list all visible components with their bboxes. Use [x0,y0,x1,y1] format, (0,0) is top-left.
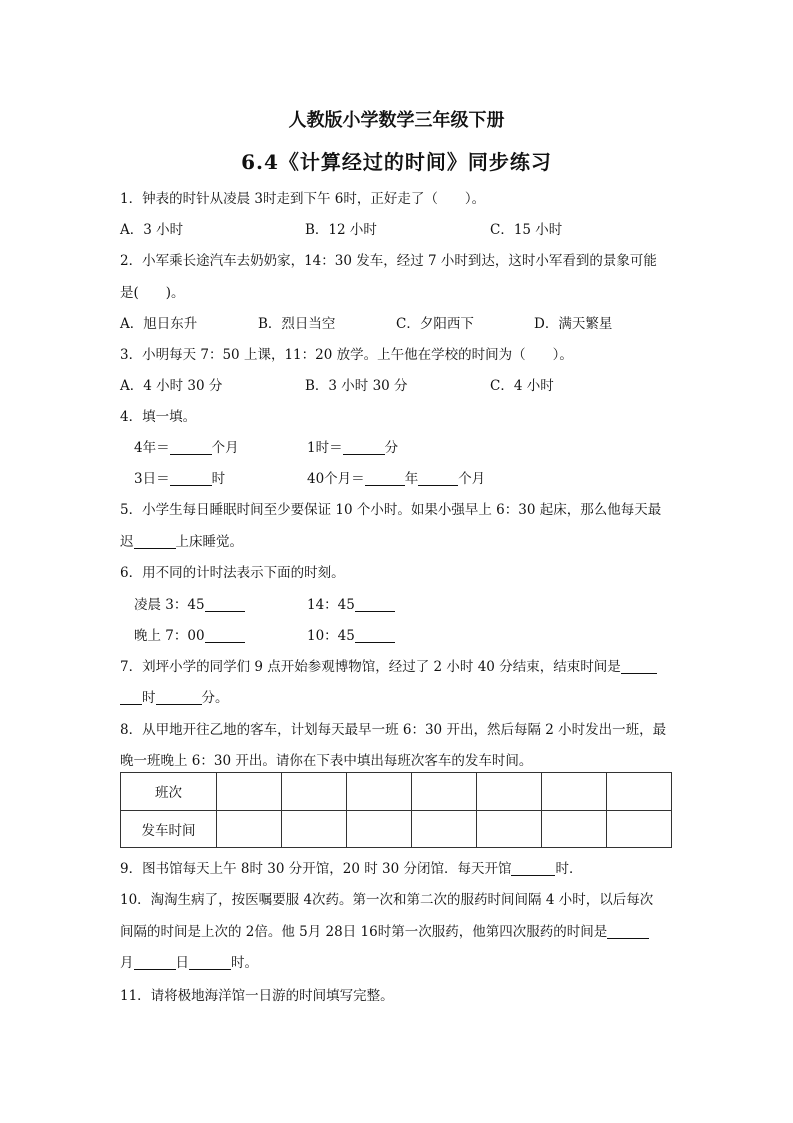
q4-c-pre: 3日＝ [134,471,170,487]
question-5-line1: 5．小学生每日睡眠时间至少要保证 10 个小时。如果小强早上 6：30 起床，那么他每天最 [120,502,662,518]
answer-blank[interactable] [170,440,212,455]
q9-text: 9．图书馆每天上午 8时 30 分开馆，20 时 30 分闭馆．每天开馆 [120,861,512,877]
q6-c-label: 晚上 7：00 [134,628,205,644]
question-4: 4．填一填。 [120,409,197,425]
q2-option-c: C．夕阳西下 [396,316,474,332]
q2-option-a: A．旭日东升 [120,316,198,332]
answer-blank[interactable] [156,690,202,705]
q6-item-c [134,624,245,644]
q7-hour-label: 时 [142,690,156,706]
table-cell[interactable] [412,773,477,811]
table-cell[interactable] [607,773,672,811]
q4-d-mid: 年 [404,471,419,487]
q10-month-label: 月 [120,955,134,971]
answer-blank[interactable] [511,861,555,876]
table-cell[interactable] [217,773,282,811]
table-cell[interactable] [477,773,542,811]
q4-item-c [134,467,225,487]
q6-item-a [134,593,245,613]
question-8-line2: 晚一班晚上 6：30 开出。请你在下表中填出每班次客车的发车时间。 [120,753,533,769]
q7-minute-label: 分。 [201,690,229,706]
page-subtitle: 6.4《计算经过的时间》同步练习 [241,150,552,174]
table-cell[interactable] [217,810,282,848]
q9-unit: 时． [555,861,583,877]
answer-blank[interactable] [205,597,245,612]
q4-item-a [134,436,239,456]
question-2-line1: 2．小军乘长途汽车去奶奶家，14：30 发车，经过 7 小时到达，这时小军看到的景象可能 [120,253,657,269]
q10-text: 间隔的时间是上次的 2倍。他 5月 28日 16时第一次服药，他第四次服药的时间是 [120,924,608,940]
answer-blank[interactable] [170,471,212,486]
answer-blank[interactable] [189,955,231,970]
q6-item-b [307,593,395,613]
q2-option-b: B．烈日当空 [258,316,336,332]
q5-pre: 迟 [120,534,134,550]
table-cell[interactable] [347,810,412,848]
q6-d-label: 10：45 [307,628,355,644]
question-7-line2 [120,686,229,706]
question-1: 1．钟表的时针从凌晨 3时走到下午 6时，正好走了（ ）。 [120,191,486,207]
question-7-line1 [120,655,657,675]
q4-b-pre: 1时＝ [307,440,343,456]
q4-item-b [307,436,398,456]
table-cell[interactable] [477,810,542,848]
q10-day-label: 日 [175,955,189,971]
q4-b-post: 分 [384,440,399,456]
row-label-bus-number: 班次 [121,773,217,811]
q7-text: 7．刘坪小学的同学们 9 点开始参观博物馆，经过了 2 小时 40 分结束，结束时间是 [120,659,621,675]
table-cell[interactable] [412,810,477,848]
table-row [121,810,672,848]
answer-blank[interactable] [607,924,649,939]
q4-a-post: 个月 [211,440,239,456]
answer-blank[interactable] [418,471,458,486]
table-cell[interactable] [347,773,412,811]
answer-blank[interactable] [621,659,657,674]
q1-option-a: A．3 小时 [120,222,184,238]
q6-a-label: 凌晨 3：45 [134,597,205,613]
table-cell[interactable] [542,810,607,848]
question-3: 3．小明每天 7：50 上课，11：20 放学。上午他在学校的时间为（ ）。 [120,347,573,363]
q4-d-pre: 40个月＝ [307,471,365,487]
q4-a-pre: 4年＝ [134,440,170,456]
q3-option-b: B．3 小时 30 分 [305,378,408,394]
question-9 [120,857,582,877]
table-row [121,773,672,811]
answer-blank[interactable] [134,955,176,970]
question-2-line2: 是( )。 [120,285,185,301]
answer-blank[interactable] [120,690,142,705]
question-6: 6．用不同的计时法表示下面的时刻。 [120,565,345,581]
question-5-line2 [120,530,243,550]
table-cell[interactable] [542,773,607,811]
answer-blank[interactable] [205,628,245,643]
q4-c-post: 时 [211,471,226,487]
answer-blank[interactable] [134,534,176,549]
page-title: 人教版小学数学三年级下册 [288,110,505,131]
table-cell[interactable] [607,810,672,848]
q4-d-post: 个月 [458,471,486,487]
question-10-line1: 10．淘淘生病了，按医嘱要服 4次药。第一次和第二次的服药时间间隔 4 小时，以后每次 [120,892,654,908]
table-cell[interactable] [282,810,347,848]
question-11: 11．请将极地海洋馆一日游的时间填写完整。 [120,988,394,1004]
q6-b-label: 14：45 [307,597,355,613]
q6-item-d [307,624,395,644]
answer-blank[interactable] [343,440,385,455]
q3-option-a: A．4 小时 30 分 [120,378,223,394]
q4-item-d [307,467,485,487]
schedule-table [120,772,672,848]
q1-option-b: B．12 小时 [305,222,377,238]
row-label-departure-time: 发车时间 [121,810,217,848]
q5-post: 上床睡觉。 [175,534,243,550]
answer-blank[interactable] [355,597,395,612]
q1-option-c: C．15 小时 [490,222,563,238]
q3-option-c: C．4 小时 [490,378,554,394]
answer-blank[interactable] [365,471,405,486]
table-cell[interactable] [282,773,347,811]
question-8-line1: 8．从甲地开往乙地的客车，计划每天最早一班 6：30 开出，然后每隔 2 小时发出一班，最 [120,722,667,738]
answer-blank[interactable] [355,628,395,643]
q10-hour-label: 时。 [231,955,258,971]
question-10-line3 [120,951,258,971]
question-10-line2 [120,920,649,940]
q2-option-d: D．满天繁星 [534,316,613,332]
